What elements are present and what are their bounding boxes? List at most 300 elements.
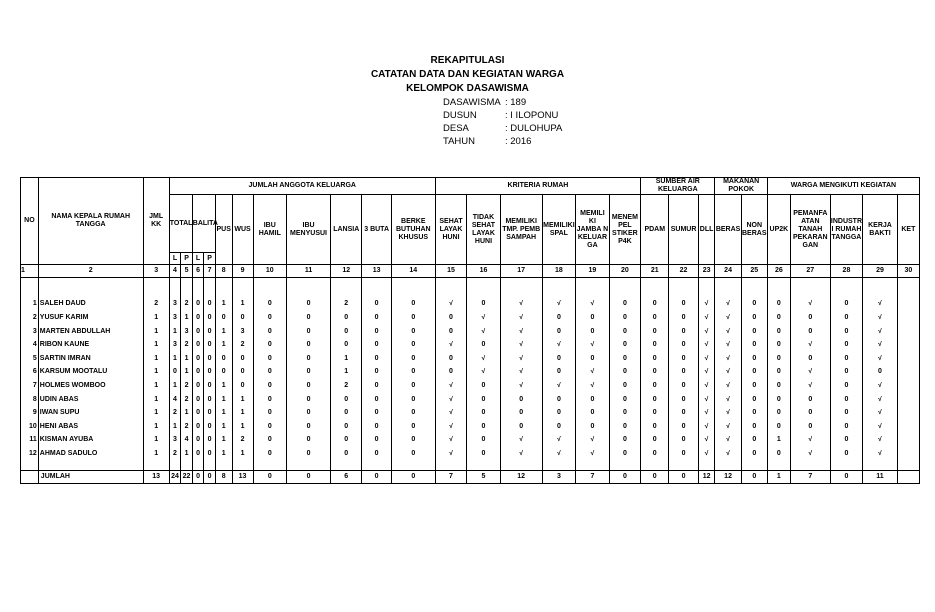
row-name: KARSUM MOOTALU (39, 368, 108, 376)
col-pemanfaatan: PEMANFA ATAN TANAH PEKARAN GAN (790, 195, 830, 265)
row-value: 1 (221, 327, 226, 335)
column-number: 19 (576, 265, 610, 278)
row-value (898, 328, 919, 342)
column-number: 6 (192, 265, 204, 278)
row-value: 0 (267, 409, 272, 417)
row-value: 0 (267, 354, 272, 362)
row-number: 1 (32, 300, 37, 308)
row-value: √ (726, 382, 730, 389)
row-name: HOLMES WOMBOO (39, 382, 106, 389)
row-value: 0 (622, 300, 627, 308)
row-value: 2 (154, 300, 159, 308)
row-value: 0 (196, 341, 200, 349)
row-number: 5 (32, 354, 37, 362)
row-name: HENI ABAS (39, 422, 79, 430)
row-value: √ (808, 449, 813, 457)
total-value: 0 (204, 471, 216, 484)
row-value: 0 (590, 327, 595, 335)
data-rows (21, 278, 920, 471)
row-value: 0 (374, 395, 379, 403)
row-value: 1 (173, 354, 177, 362)
value-column-cells (830, 278, 862, 471)
total-value: 24 (169, 471, 181, 484)
row-value (898, 341, 919, 355)
value-column-cells (192, 278, 204, 471)
row-value: 0 (844, 422, 849, 430)
col-ket: KET (897, 195, 919, 265)
row-value: 0 (411, 449, 416, 457)
row-value: 0 (411, 409, 416, 417)
row-value: 0 (374, 300, 379, 308)
row-value: 1 (154, 314, 159, 322)
row-value: 2 (184, 300, 189, 308)
row-value: 0 (808, 422, 813, 430)
row-value: √ (878, 300, 882, 308)
row-value: 0 (681, 382, 686, 389)
column-number: 3 (143, 265, 169, 278)
col-kerja-bakti: KERJA BAKTI (863, 195, 898, 265)
group-header-row (21, 178, 920, 195)
row-value: √ (808, 300, 813, 308)
row-value: √ (590, 341, 595, 349)
row-value (898, 450, 919, 464)
row-name: YUSUF KARIM (39, 314, 89, 322)
row-value: 0 (844, 300, 849, 308)
row-value: 0 (207, 354, 212, 362)
value-column-cells (863, 278, 898, 471)
row-value: 0 (374, 449, 379, 457)
total-value: 0 (287, 471, 331, 484)
row-value: 0 (652, 409, 657, 417)
row-value: √ (590, 382, 595, 389)
row-value: 0 (844, 341, 849, 349)
row-value: √ (449, 395, 453, 403)
row-value: √ (878, 395, 882, 403)
row-value: 1 (154, 382, 159, 389)
row-value: 0 (411, 382, 416, 389)
row-value: √ (704, 395, 709, 403)
row-value: 0 (196, 436, 200, 444)
total-value: 0 (641, 471, 669, 484)
col-balita-p: P (204, 253, 216, 265)
row-value: 0 (207, 449, 212, 457)
row-name: UDIN ABAS (39, 395, 79, 403)
row-value: 1 (240, 300, 245, 308)
row-value: √ (590, 449, 595, 457)
row-value: √ (449, 382, 453, 389)
row-value: 0 (411, 327, 416, 335)
row-value: √ (726, 422, 730, 430)
value-column-cells (542, 278, 576, 471)
row-value: 1 (221, 395, 226, 403)
row-number: 9 (32, 409, 37, 417)
column-number: 7 (204, 265, 216, 278)
column-number: 30 (897, 265, 919, 278)
row-value: 0 (622, 395, 627, 403)
col-lansia: LANSIA (331, 195, 362, 265)
row-value: √ (704, 314, 709, 322)
row-value: √ (726, 327, 730, 335)
row-value: 1 (184, 409, 189, 417)
row-value: 0 (590, 422, 595, 430)
row-value: 0 (207, 395, 212, 403)
row-value: √ (519, 436, 524, 444)
row-value: 0 (207, 409, 212, 417)
row-value: 0 (196, 327, 200, 335)
total-value: 0 (830, 471, 862, 484)
row-value: 0 (344, 314, 349, 322)
row-value: 0 (808, 314, 813, 322)
row-value: 0 (681, 300, 686, 308)
row-value: 0 (240, 314, 245, 322)
row-value: √ (878, 327, 882, 335)
row-value: 0 (652, 314, 657, 322)
row-value: 2 (173, 409, 177, 417)
row-value: √ (519, 354, 524, 362)
column-number: 26 (767, 265, 790, 278)
row-value: 0 (481, 300, 486, 308)
row-value: 0 (752, 382, 757, 389)
column-number: 29 (863, 265, 898, 278)
row-value: 0 (196, 382, 200, 389)
row-value: √ (449, 300, 453, 308)
row-value: √ (704, 300, 709, 308)
row-value: √ (519, 300, 524, 308)
row-value: 2 (184, 382, 189, 389)
row-value: 0 (374, 382, 379, 389)
column-number: 22 (669, 265, 698, 278)
row-value: 0 (411, 354, 416, 362)
row-value: 0 (481, 382, 486, 389)
row-value: 0 (306, 409, 311, 417)
row-value: 0 (481, 395, 486, 403)
row-value: 1 (240, 409, 245, 417)
total-value: 5 (467, 471, 501, 484)
row-value: 0 (844, 314, 849, 322)
value-column-cells (467, 278, 501, 471)
row-value: 0 (344, 409, 349, 417)
row-value: 0 (752, 436, 757, 444)
name-column-cells (38, 278, 143, 471)
total-value: 0 (253, 471, 287, 484)
col-non-beras: NON BERAS (741, 195, 767, 265)
row-value: 0 (776, 368, 781, 376)
row-value: 0 (622, 382, 627, 389)
row-value: 3 (173, 300, 177, 308)
row-value: √ (878, 449, 882, 457)
row-value: 0 (878, 368, 882, 376)
row-name: SALEH DAUD (39, 300, 86, 308)
row-value: √ (556, 382, 561, 389)
value-column-cells (576, 278, 610, 471)
column-number: 15 (435, 265, 466, 278)
row-value: 0 (221, 354, 226, 362)
row-value: 3 (240, 327, 245, 335)
value-column-cells (143, 278, 169, 471)
row-value: 0 (449, 368, 453, 376)
row-value: 1 (221, 341, 226, 349)
value-column-cells (181, 278, 193, 471)
row-value: 0 (267, 341, 272, 349)
col-pdam: PDAM (641, 195, 669, 265)
row-value: 0 (267, 327, 272, 335)
group-makanan-pokok: MAKANAN POKOK (715, 178, 767, 195)
row-value: √ (704, 409, 709, 417)
row-value: √ (808, 382, 813, 389)
row-value: 0 (776, 382, 781, 389)
row-value: 1 (221, 300, 226, 308)
row-value: 0 (306, 382, 311, 389)
row-value: 1 (221, 449, 226, 457)
row-value: 1 (184, 449, 189, 457)
row-name: MARTEN ABDULLAH (39, 327, 111, 335)
row-value: √ (519, 382, 524, 389)
row-value: √ (556, 449, 561, 457)
row-value: 0 (267, 395, 272, 403)
value-column-cells (767, 278, 790, 471)
row-value: 0 (622, 409, 627, 417)
row-value: 0 (652, 436, 657, 444)
row-value: 0 (221, 314, 226, 322)
row-value: 0 (681, 341, 686, 349)
row-value: √ (556, 436, 561, 444)
row-value: 0 (652, 368, 657, 376)
row-value: 0 (306, 314, 311, 322)
row-value: 2 (184, 341, 189, 349)
row-value: 1 (221, 422, 226, 430)
row-value: 0 (207, 327, 212, 335)
total-value: 0 (741, 471, 767, 484)
row-value: 0 (344, 395, 349, 403)
row-value: 0 (622, 341, 627, 349)
group-kriteria-rumah: KRITERIA RUMAH (435, 178, 640, 195)
row-value: √ (808, 341, 813, 349)
total-row (21, 471, 920, 484)
row-value: 0 (306, 449, 311, 457)
row-value: 0 (207, 300, 212, 308)
row-value (898, 396, 919, 410)
total-value: 1 (767, 471, 790, 484)
row-number: 8 (32, 395, 37, 403)
col-berke: BERKE BUTUHAN KHUSUS (391, 195, 435, 265)
row-value: 0 (590, 354, 595, 362)
meta-dusun: DUSUN : I ILOPONU (443, 110, 559, 121)
col-dll: DLL (698, 195, 715, 265)
row-value: √ (481, 368, 486, 376)
row-value: 0 (306, 395, 311, 403)
row-value (898, 300, 919, 314)
value-column-cells (232, 278, 253, 471)
row-value: 0 (374, 314, 379, 322)
row-value (898, 436, 919, 450)
row-value: 0 (752, 327, 757, 335)
row-value: 0 (196, 409, 200, 417)
row-value (898, 382, 919, 396)
row-name: RIBON KAUNE (39, 341, 90, 349)
value-column-cells (362, 278, 391, 471)
row-value: 1 (776, 436, 781, 444)
row-value: 0 (411, 341, 416, 349)
col-total-l: L (169, 253, 181, 265)
row-value: √ (449, 422, 453, 430)
total-value: 0 (669, 471, 698, 484)
row-value: 0 (449, 354, 453, 362)
row-value: 0 (374, 422, 379, 430)
row-value: 0 (481, 341, 486, 349)
row-value: √ (449, 449, 453, 457)
value-column-cells (741, 278, 767, 471)
col-balita-l: L (192, 253, 204, 265)
col-pus: PUS (215, 195, 232, 265)
row-value: 0 (556, 327, 561, 335)
row-value: √ (704, 327, 709, 335)
col-sehat: SEHAT LAYAK HUNI (435, 195, 466, 265)
column-number: 11 (287, 265, 331, 278)
report-subtitle: CATATAN DATA DAN KEGIATAN WARGA (370, 69, 565, 80)
row-value: 1 (184, 314, 189, 322)
col-wus: WUS (232, 195, 253, 265)
row-value: 0 (207, 314, 212, 322)
row-value: 0 (306, 422, 311, 430)
row-value: 0 (844, 409, 849, 417)
value-column-cells (204, 278, 216, 471)
row-value: √ (726, 409, 730, 417)
value-column-cells (669, 278, 698, 471)
row-value: 1 (154, 409, 159, 417)
row-value: 1 (344, 354, 349, 362)
row-value: 0 (776, 395, 781, 403)
row-value: √ (726, 341, 730, 349)
row-value: 0 (681, 314, 686, 322)
value-column-cells (331, 278, 362, 471)
total-value: 3 (542, 471, 576, 484)
row-value: 0 (196, 422, 200, 430)
group-sumber-air: SUMBER AIR KELUARGA (641, 178, 715, 195)
row-value: 2 (240, 436, 245, 444)
row-value: 0 (808, 395, 813, 403)
column-number: 8 (215, 265, 232, 278)
row-value: 2 (184, 395, 189, 403)
row-value: √ (878, 422, 882, 430)
row-value: 0 (207, 368, 212, 376)
col-nama: NAMA KEPALA RUMAH TANGGA (38, 178, 143, 265)
row-value (898, 423, 919, 437)
row-value: 0 (240, 368, 245, 376)
column-number: 9 (232, 265, 253, 278)
row-value: 0 (267, 436, 272, 444)
meta-desa: DESA : DULOHUPA (443, 123, 563, 134)
row-value: 0 (344, 449, 349, 457)
row-value: 0 (844, 368, 849, 376)
row-value: 0 (752, 314, 757, 322)
row-value: 0 (622, 368, 627, 376)
row-value: 0 (652, 327, 657, 335)
column-number: 21 (641, 265, 669, 278)
row-value: 0 (752, 395, 757, 403)
col-beras: BERAS (715, 195, 741, 265)
row-value: 0 (411, 368, 416, 376)
col-balita: BALITA (192, 195, 215, 253)
row-value: 0 (519, 409, 524, 417)
row-value: 0 (449, 327, 453, 335)
row-value: 0 (411, 422, 416, 430)
col-no: NO (21, 178, 39, 265)
row-value: 0 (196, 300, 200, 308)
row-value: 0 (844, 436, 849, 444)
row-value: 1 (221, 436, 226, 444)
row-value: √ (449, 409, 453, 417)
row-value: 0 (519, 395, 524, 403)
row-value: 0 (556, 314, 561, 322)
row-value: 0 (519, 422, 524, 430)
row-value: 0 (681, 368, 686, 376)
row-value: 0 (411, 436, 416, 444)
row-value: √ (481, 314, 486, 322)
row-value: 0 (752, 409, 757, 417)
col-sumur: SUMUR (669, 195, 698, 265)
value-column-cells (698, 278, 715, 471)
row-value: 0 (652, 341, 657, 349)
row-name: SARTIN IMRAN (39, 354, 91, 362)
row-value: 0 (411, 395, 416, 403)
row-value: √ (481, 327, 486, 335)
row-value: 0 (681, 436, 686, 444)
row-value: √ (519, 368, 524, 376)
row-value: 0 (374, 341, 379, 349)
row-value: 0 (240, 382, 245, 389)
row-value: √ (449, 436, 453, 444)
row-number: 7 (32, 382, 37, 389)
row-value: 0 (622, 327, 627, 335)
row-value: 2 (344, 382, 349, 389)
row-value: 0 (652, 422, 657, 430)
row-value: 0 (590, 395, 595, 403)
row-value: 1 (173, 327, 177, 335)
row-value: √ (481, 354, 486, 362)
row-value: 1 (240, 449, 245, 457)
row-value: 0 (306, 341, 311, 349)
row-value: 0 (752, 341, 757, 349)
row-value: √ (704, 382, 709, 389)
row-value: 4 (173, 395, 177, 403)
row-value: √ (590, 368, 595, 376)
row-value: 0 (374, 354, 379, 362)
row-value: 0 (207, 341, 212, 349)
row-number: 2 (32, 314, 37, 322)
row-value: 0 (776, 409, 781, 417)
row-value: 0 (481, 422, 486, 430)
row-value: 0 (449, 314, 453, 322)
row-value: √ (519, 327, 524, 335)
row-value: 0 (622, 314, 627, 322)
value-column-cells (897, 278, 919, 471)
row-value: √ (704, 436, 709, 444)
row-number: 4 (32, 341, 37, 349)
row-value: 0 (652, 382, 657, 389)
column-number: 23 (698, 265, 715, 278)
row-value: 3 (184, 327, 189, 335)
row-value: √ (878, 314, 882, 322)
value-column-cells (287, 278, 331, 471)
value-column-cells (215, 278, 232, 471)
value-column-cells (253, 278, 287, 471)
row-value: 1 (221, 409, 226, 417)
value-column-cells (500, 278, 542, 471)
row-value: 1 (173, 422, 177, 430)
row-value: √ (726, 314, 730, 322)
total-value (897, 471, 919, 484)
row-value: 0 (267, 422, 272, 430)
